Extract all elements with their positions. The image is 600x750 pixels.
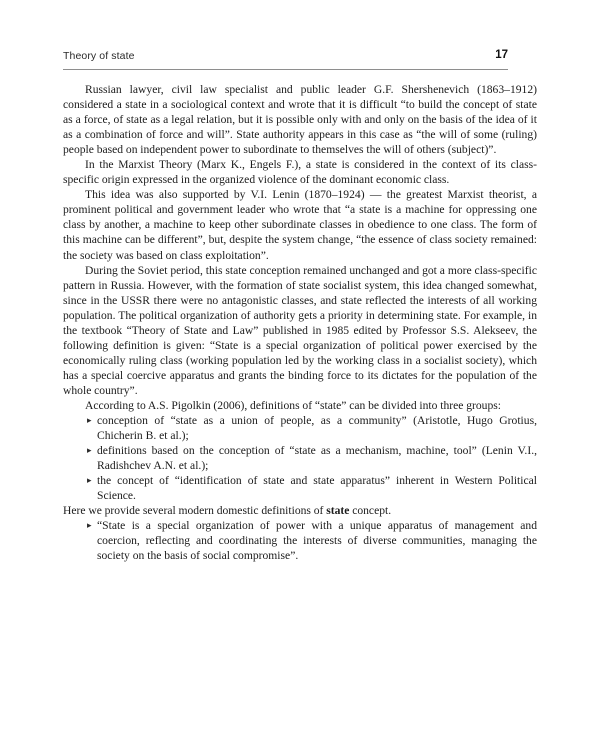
definition-groups-list (63, 413, 537, 503)
lead-in-before: Here we provide several modern domestic definitions of (63, 504, 327, 518)
running-head-title: Theory of state (63, 50, 135, 62)
list-item (63, 443, 537, 473)
list-item (63, 473, 537, 503)
lead-in-bold-term: state (326, 504, 350, 518)
paragraph-5: According to A.S. Pigolkin (2006), definitions of “state” can be divided into three groups: (85, 398, 501, 412)
page-number: 17 (495, 49, 508, 61)
lead-in-after: concept. (349, 504, 392, 518)
triangle-bullet-icon: ▸ (87, 415, 92, 426)
list-item-text: the concept of “identification of state and state apparatus” inherent in Western Political Science. (97, 474, 537, 503)
list-item-text: conception of “state as a union of people, as a community” (Aristotle, Hugo Grotius, Chicherin B. et al.); (97, 414, 537, 443)
list-item (63, 518, 537, 563)
list-item-text: “State is a special organization of power with a unique apparatus of management and coercion, reflecting and coordinating the interests of diverse communities, managing the society on the basis of social compromise”. (97, 519, 537, 563)
paragraph-1: Russian lawyer, civil law specialist and public leader G.F. Shershenevich (1863–1912) considered a state in a sociological context and wrote that it is difficult “to build the concept of state as a force, of state as a legal relation, but it is possible only with and only on the basis of the idea of it as a combination of force and will”. State authority appears in this case as “the will of some (ruling) people based on independent power to subordinate to themselves the will of others (subject)”. (63, 83, 537, 157)
paragraph-2: In the Marxist Theory (Marx K., Engels F.), a state is considered in the context of its class-specific origin expressed in the organized violence of the dominant economic class. (63, 158, 537, 187)
paragraph-3: This idea was also supported by V.I. Lenin (1870–1924) — the greatest Marxist theorist, a prominent political and government leader who wrote that “a state is a machine for oppressing one class by another, a machine to keep other subordinate classes in obedience to one class. The form of this machine can be different”, but, despite the system change, “the essence of class society remained: the society was based on class exploitation”. (63, 188, 537, 262)
list-item (63, 413, 537, 443)
modern-definitions-list (63, 518, 537, 563)
triangle-bullet-icon: ▸ (87, 520, 92, 531)
list-item-text: definitions based on the conception of “state as a mechanism, machine, tool” (Lenin V.I., Radishchev A.N. et al.); (97, 444, 537, 473)
running-head (63, 48, 508, 70)
lead-in-sentence (63, 503, 537, 518)
triangle-bullet-icon: ▸ (87, 445, 92, 456)
paragraph-4: During the Soviet period, this state conception remained unchanged and got a more class-specific pattern in Russia. However, with the formation of state socialist system, this idea changed somewhat, since in the USSR there were no antagonistic classes, and state reflected the interests of all working population. The political organization of authority gets a priority in determining state. For example, in the textbook “Theory of State and Law” published in 1985 edited by Professor S.S. Alekseev, the following definition is given: “State is a special organization of political power exercised by the economically ruling class (working population led by the working class in a socialist society), which has a special coercive apparatus and grants the binding force to its dictates for the population of the whole country”. (63, 263, 537, 397)
text-column (63, 82, 537, 564)
triangle-bullet-icon: ▸ (87, 475, 92, 486)
